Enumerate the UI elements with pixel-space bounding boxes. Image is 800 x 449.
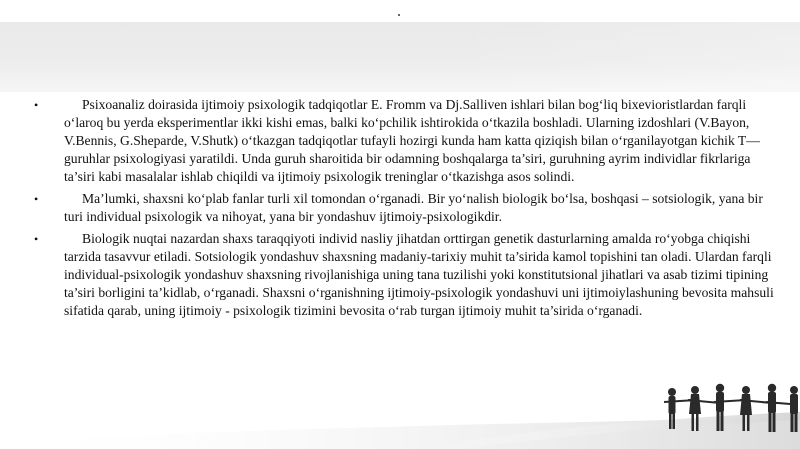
bullet-marker: • bbox=[34, 232, 39, 246]
bullet-list bbox=[34, 96, 774, 324]
header-band-fade bbox=[0, 22, 800, 92]
header-dot bbox=[398, 14, 400, 16]
people-holding-hands-image bbox=[0, 360, 800, 449]
bullet-text: Biologik nuqtai nazardan shaxs taraqqiyoti individ nasliy jihatdan orttirgan genetik dasturlarning amalda ro‘yobga chiqishi tarzida tasavvur etiladi. Sotsiologik yondashuv shaxsning madaniy-tarixiy muhit ta’sirida kamol topishini tan oladi. Ulardan farqli individual-psixologik yondashuv shaxsning rivojlanishiga uning tana tuzilishi yoki konstitutsional jihatlari va asab tizimi tipining ta’siri borligini ta’kidlab, o‘rganadi. Shaxsni o‘rganishning ijtimoiy-psixologik yondashuvi uni ijtimoiylashuning bevosita mahsuli sifatida qarab, uning ijtimoiy - psixologik tizimini bevosita o‘rab turgan ijtimoiy muhit ta’sirida o‘rganadi. bbox=[64, 231, 774, 318]
bullet-item bbox=[34, 190, 774, 226]
bullet-marker: • bbox=[34, 192, 39, 206]
bullet-text: Psixoanaliz doirasida ijtimoiy psixologik tadqiqotlar E. Fromm va Dj.Salliven ishlari bilan bog‘liq bixevioristlardan farqli o‘laroq bu yerda eksperimentlar ikki kishi emas, balki ko‘pchilik ishtirokida o‘tkazila boshladi. Ularning izdoshlari (V.Bayon, V.Bennis, G.Sheparde, V.Shutk) o‘tkazgan tadqiqotlar tufayli hozirgi kunda ham katta qiziqish bilan o‘rganilayotgan kichik T—guruhlar psixologiyasi yaratildi. Unda guruh sharoitida bir odamning boshqalarga ta’siri, guruhning ayrim individlar fikrlariga ta’siri kabi masalalar ishlab chiqildi va ijtimoiy psixologik treninglar o‘tkazishga asos solindi. bbox=[64, 97, 760, 184]
bullet-marker: • bbox=[34, 98, 39, 112]
bullet-item bbox=[34, 96, 774, 186]
bullet-item bbox=[34, 230, 774, 320]
bullet-text: Ma’lumki, shaxsni ko‘plab fanlar turli xil tomondan o‘rganadi. Bir yo‘nalish biologik bo‘lsa, boshqasi – sotsiologik, yana bir turi individual psixologik va nihoyat, yana bir yondashuv ijtimoiy-psixologikdir. bbox=[64, 191, 763, 224]
